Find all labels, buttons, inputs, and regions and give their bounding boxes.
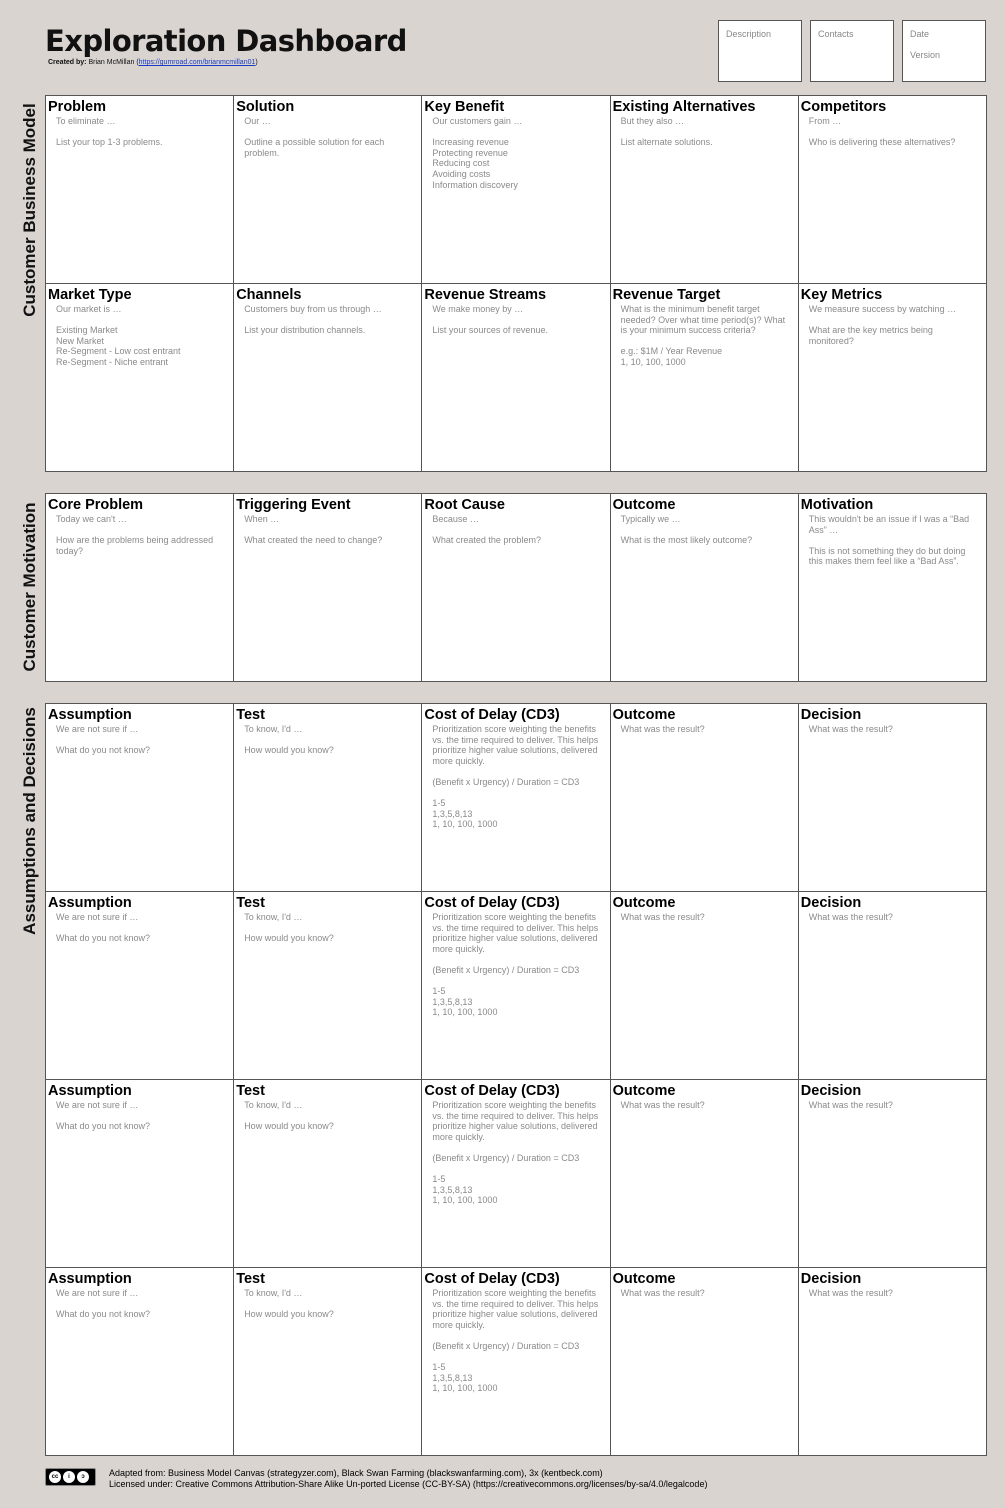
- canvas-cell-outcome[interactable]: [611, 892, 799, 1080]
- canvas-cell-key-benefit[interactable]: [422, 96, 610, 284]
- cell-hint-text: [244, 1111, 413, 1122]
- cell-title: Solution: [236, 99, 295, 115]
- credit-line: [48, 58, 258, 67]
- motivation-grid: [45, 493, 987, 682]
- cell-title: Outcome: [612, 1271, 676, 1287]
- canvas-cell-outcome[interactable]: [611, 1268, 799, 1456]
- cell-hint-text: Protecting revenue: [432, 147, 508, 158]
- cell-hint-text: This wouldn't be an issue if I was a “Bad Ass” …: [808, 514, 970, 535]
- cell-hint-text: What do you not know?: [56, 745, 151, 756]
- section-label-business-model: Customer Business Model: [20, 103, 39, 317]
- canvas-cell-market-type[interactable]: [46, 284, 234, 472]
- cell-hint-text: Our customers gain …: [432, 116, 523, 126]
- cell-hint-text: [244, 127, 413, 138]
- license-text: Licensed under: Creative Commons Attribution-Share Alike Un-ported License (CC-BY-SA) (https://creativecommons.org/licenses/by-sa/4.0/legalcode): [109, 1478, 708, 1489]
- cell-hint-text: What was the result?: [620, 1288, 705, 1298]
- cell-hint-text: 1-5: [432, 1174, 446, 1185]
- canvas-cell-cost-of-delay-cd3[interactable]: [422, 892, 610, 1080]
- canvas-cell-problem[interactable]: [46, 96, 234, 284]
- cell-hint-text: What created the need to change?: [244, 535, 383, 546]
- cell-hint-text: Reducing cost: [432, 158, 490, 169]
- cell-title: Existing Alternatives: [612, 99, 756, 115]
- cell-hint-text: [432, 1330, 601, 1341]
- cell-hint-text: [432, 1352, 601, 1363]
- credit-name: Brian McMillan (: [88, 59, 139, 66]
- date-version-box[interactable]: [902, 20, 986, 82]
- cell-title: Assumption: [48, 895, 132, 911]
- contacts-box[interactable]: [810, 20, 894, 82]
- cell-hint-text: (Benefit x Urgency) / Duration = CD3: [432, 1340, 580, 1351]
- canvas-cell-cost-of-delay-cd3[interactable]: [422, 704, 610, 892]
- cell-hint-text: [432, 127, 601, 138]
- cell-hint-text: List your distribution channels.: [244, 325, 366, 336]
- cell-hint-text: What was the result?: [808, 1100, 893, 1110]
- cell-hint-text: To know, I'd …: [244, 724, 303, 734]
- section-label-motivation: Customer Motivation: [20, 502, 39, 672]
- assumptions-grid: [45, 703, 987, 1456]
- cell-hint-text: [432, 788, 601, 799]
- contacts-label: Contacts: [818, 29, 854, 39]
- canvas-cell-outcome[interactable]: [611, 704, 799, 892]
- cell-hint-text: How would you know?: [244, 745, 334, 756]
- footer: [45, 1468, 707, 1489]
- cell-hint-text: [432, 1142, 601, 1153]
- credit-label: Created by:: [48, 59, 87, 66]
- cell-hint-text: We measure success by watching …: [808, 304, 957, 314]
- canvas-cell-test[interactable]: [234, 892, 422, 1080]
- cell-title: Cost of Delay (CD3): [424, 1271, 560, 1287]
- cell-hint-text: 1, 10, 100, 1000: [432, 1007, 498, 1018]
- cell-hint-text: [56, 735, 225, 746]
- cell-hint-text: Prioritization score weighting the benefits vs. the time required to deliver. This helps prioritize higher value solutions, delivered more quickly.: [432, 1288, 599, 1330]
- cell-hint-text: Re-Segment - Niche entrant: [56, 356, 169, 367]
- cell-hint-text: Re-Segment - Low cost entrant: [56, 346, 181, 357]
- cell-hint-text: Our market is …: [56, 304, 122, 314]
- cell-hint-text: [56, 1111, 225, 1122]
- canvas-cell-test[interactable]: [234, 1080, 422, 1268]
- cell-hint-text: Information discovery: [432, 179, 518, 190]
- canvas-cell-assumption[interactable]: [46, 892, 234, 1080]
- cell-hint-text: (Benefit x Urgency) / Duration = CD3: [432, 964, 580, 975]
- cell-hint-text: To know, I'd …: [244, 1100, 303, 1110]
- cell-hint-text: [432, 1164, 601, 1175]
- cell-hint-text: What do you not know?: [56, 1309, 151, 1320]
- cell-hint-text: List alternate solutions.: [620, 137, 713, 148]
- cell-hint-text: To know, I'd …: [244, 912, 303, 922]
- canvas-cell-assumption[interactable]: [46, 1268, 234, 1456]
- cell-title: Decision: [800, 707, 862, 723]
- cell-title: Core Problem: [48, 497, 144, 513]
- cell-hint-text: 1, 10, 100, 1000: [432, 1383, 498, 1394]
- cell-hint-text: What do you not know?: [56, 933, 151, 944]
- cell-hint-text: To know, I'd …: [244, 1288, 303, 1298]
- cell-hint-text: How would you know?: [244, 1309, 334, 1320]
- cell-hint-text: (Benefit x Urgency) / Duration = CD3: [432, 1152, 580, 1163]
- canvas-cell-channels[interactable]: [234, 284, 422, 472]
- cell-hint-text: List your sources of revenue.: [432, 325, 548, 336]
- cell-title: Decision: [800, 1083, 862, 1099]
- canvas-cell-decision[interactable]: [799, 892, 987, 1080]
- canvas-cell-core-problem[interactable]: [46, 494, 234, 682]
- cell-hint-text: We are not sure if …: [56, 724, 139, 734]
- cell-hint-text: What created the problem?: [432, 535, 541, 546]
- cell-hint-text: What was the result?: [808, 1288, 893, 1298]
- cell-hint-text: [432, 976, 601, 987]
- cell-hint-text: 1, 10, 100, 1000: [432, 1195, 498, 1206]
- cell-hint-text: What is the minimum benefit target needed? Over what time period(s)? What is your minimum success criteria?: [620, 304, 786, 336]
- cell-hint-text: But they also …: [620, 116, 685, 126]
- cell-title: Outcome: [612, 895, 676, 911]
- cell-hint-text: 1, 10, 100, 1000: [432, 819, 498, 830]
- canvas-cell-test[interactable]: [234, 704, 422, 892]
- cell-title: Root Cause: [424, 497, 505, 513]
- cell-hint-text: [432, 525, 601, 536]
- cell-hint-text: [56, 315, 225, 326]
- cell-hint-text: [244, 525, 413, 536]
- cell-hint-text: What is the most likely outcome?: [620, 535, 753, 546]
- canvas-cell-decision[interactable]: [799, 1268, 987, 1456]
- cell-hint-text: [809, 315, 978, 326]
- cell-hint-text: 1,3,5,8,13: [432, 996, 473, 1007]
- cell-title: Cost of Delay (CD3): [424, 1083, 560, 1099]
- cell-hint-text: 1-5: [432, 1362, 446, 1373]
- cell-title: Test: [236, 1083, 265, 1099]
- cell-title: Triggering Event: [236, 497, 351, 513]
- cell-hint-text: [244, 315, 413, 326]
- cell-hint-text: [809, 127, 978, 138]
- cell-hint-text: We make money by …: [432, 304, 524, 314]
- canvas-cell-decision[interactable]: [799, 1080, 987, 1268]
- description-label: Description: [726, 29, 772, 39]
- cell-hint-text: To eliminate …: [56, 116, 116, 126]
- adapted-from-text: Adapted from: Business Model Canvas (strategyzer.com), Black Swan Farming (blackswanfarming.com), 3x (kentbeck.com): [109, 1468, 603, 1478]
- cell-hint-text: Avoiding costs: [432, 168, 491, 179]
- description-box[interactable]: [718, 20, 802, 82]
- business-model-grid: [45, 95, 987, 472]
- canvas-cell-cost-of-delay-cd3[interactable]: [422, 1268, 610, 1456]
- credit-link[interactable]: https://gumroad.com/brianmcmillan01: [138, 59, 256, 66]
- cell-hint-text: What was the result?: [808, 724, 893, 734]
- cell-hint-text: (Benefit x Urgency) / Duration = CD3: [432, 776, 580, 787]
- cell-hint-text: 1,3,5,8,13: [432, 1184, 473, 1195]
- cell-hint-text: We are not sure if …: [56, 1100, 139, 1110]
- canvas-cell-test[interactable]: [234, 1268, 422, 1456]
- cell-hint-text: Typically we …: [620, 514, 681, 524]
- cc-by-sa-license-icon: [45, 1468, 96, 1486]
- cell-hint-text: What are the key metrics being monitored?: [808, 325, 933, 346]
- by-glyph: i: [63, 1471, 75, 1483]
- canvas-cell-revenue-target[interactable]: [611, 284, 799, 472]
- cell-title: Problem: [48, 99, 107, 115]
- cell-hint-text: New Market: [56, 335, 105, 346]
- canvas-cell-cost-of-delay-cd3[interactable]: [422, 1080, 610, 1268]
- section-label-assumptions: Assumptions and Decisions: [20, 707, 39, 935]
- cell-hint-text: Prioritization score weighting the benefits vs. the time required to deliver. This helps prioritize higher value solutions, delivered more quickly.: [432, 912, 599, 954]
- cell-hint-text: Who is delivering these alternatives?: [808, 137, 956, 148]
- canvas-cell-triggering-event[interactable]: [234, 494, 422, 682]
- cell-hint-text: [432, 315, 601, 326]
- cell-title: Market Type: [48, 287, 132, 303]
- version-label: Version: [910, 50, 941, 60]
- cell-title: Outcome: [612, 1083, 676, 1099]
- cell-hint-text: [56, 1299, 225, 1310]
- cell-hint-text: Outline a possible solution for each problem.: [244, 137, 385, 158]
- cell-hint-text: This is not something they do but doing this makes them feel like a “Bad Ass”.: [808, 545, 966, 567]
- cell-hint-text: [244, 923, 413, 934]
- canvas-cell-solution[interactable]: [234, 96, 422, 284]
- canvas-cell-competitors[interactable]: [799, 96, 987, 284]
- cell-title: Outcome: [612, 497, 676, 513]
- cell-hint-text: What was the result?: [620, 912, 705, 922]
- cell-hint-text: We are not sure if …: [56, 912, 139, 922]
- cell-hint-text: How are the problems being addressed today?: [56, 535, 214, 556]
- canvas-cell-existing-alternatives[interactable]: [611, 96, 799, 284]
- cell-title: Motivation: [800, 497, 874, 513]
- sa-glyph: ↄ: [77, 1471, 89, 1483]
- date-label: Date: [910, 29, 930, 39]
- canvas-cell-assumption[interactable]: [46, 1080, 234, 1268]
- cell-hint-text: Increasing revenue: [432, 137, 509, 148]
- cell-hint-text: Prioritization score weighting the benefits vs. the time required to deliver. This helps prioritize higher value solutions, delivered more quickly.: [432, 1100, 599, 1142]
- cell-hint-text: [244, 735, 413, 746]
- cell-hint-text: [56, 923, 225, 934]
- cell-hint-text: When …: [244, 514, 280, 524]
- credit-close: ): [255, 59, 258, 66]
- cell-hint-text: [809, 535, 978, 546]
- cell-hint-text: From …: [808, 116, 842, 126]
- cell-title: Decision: [800, 895, 862, 911]
- cell-title: Cost of Delay (CD3): [424, 707, 560, 723]
- cell-title: Decision: [800, 1271, 862, 1287]
- cell-title: Competitors: [800, 99, 887, 115]
- cell-title: Assumption: [48, 707, 132, 723]
- canvas-cell-outcome[interactable]: [611, 494, 799, 682]
- cell-hint-text: e.g.: $1M / Year Revenue: [620, 346, 723, 357]
- cell-hint-text: 1-5: [432, 798, 446, 809]
- cell-hint-text: How would you know?: [244, 933, 334, 944]
- cell-hint-text: [621, 336, 790, 347]
- cell-title: Revenue Streams: [424, 287, 547, 303]
- cell-title: Outcome: [612, 707, 676, 723]
- cell-hint-text: Customers buy from us through …: [244, 304, 382, 314]
- cell-hint-text: How would you know?: [244, 1121, 334, 1132]
- cell-hint-text: [432, 954, 601, 965]
- cell-title: Channels: [236, 287, 302, 303]
- cell-hint-text: [56, 525, 225, 536]
- cell-title: Test: [236, 895, 265, 911]
- cell-hint-text: [432, 766, 601, 777]
- cell-hint-text: 1,3,5,8,13: [432, 808, 473, 819]
- canvas-cell-key-metrics[interactable]: [799, 284, 987, 472]
- cell-hint-text: [244, 1299, 413, 1310]
- cell-title: Revenue Target: [612, 287, 721, 303]
- cell-title: Cost of Delay (CD3): [424, 895, 560, 911]
- cell-hint-text: What was the result?: [620, 724, 705, 734]
- cell-title: Key Benefit: [424, 99, 505, 115]
- canvas-cell-root-cause[interactable]: [422, 494, 610, 682]
- cell-hint-text: Today we can't …: [56, 514, 127, 524]
- canvas-cell-decision[interactable]: [799, 704, 987, 892]
- canvas-cell-revenue-streams[interactable]: [422, 284, 610, 472]
- canvas-cell-assumption[interactable]: [46, 704, 234, 892]
- page-title: Exploration Dashboard: [45, 24, 407, 58]
- cell-hint-text: What do you not know?: [56, 1121, 151, 1132]
- cell-hint-text: 1, 10, 100, 1000: [620, 356, 686, 367]
- cell-hint-text: What was the result?: [620, 1100, 705, 1110]
- cell-hint-text: What was the result?: [808, 912, 893, 922]
- cell-hint-text: We are not sure if …: [56, 1288, 139, 1298]
- cc-glyph: cc: [49, 1471, 61, 1483]
- canvas-cell-outcome[interactable]: [611, 1080, 799, 1268]
- cell-title: Test: [236, 707, 265, 723]
- cell-hint-text: Our …: [244, 116, 271, 126]
- cell-title: Assumption: [48, 1083, 132, 1099]
- cell-hint-text: Existing Market: [56, 325, 118, 336]
- cell-hint-text: 1-5: [432, 986, 446, 997]
- cell-hint-text: Because …: [432, 514, 479, 524]
- canvas-cell-motivation[interactable]: [799, 494, 987, 682]
- cell-hint-text: [621, 525, 790, 536]
- cell-title: Test: [236, 1271, 265, 1287]
- cell-title: Key Metrics: [800, 287, 883, 303]
- cell-title: Assumption: [48, 1271, 132, 1287]
- cell-hint-text: [56, 127, 225, 138]
- cell-hint-text: List your top 1-3 problems.: [56, 137, 163, 148]
- cell-hint-text: Prioritization score weighting the benefits vs. the time required to deliver. This helps prioritize higher value solutions, delivered more quickly.: [432, 724, 599, 766]
- cell-hint-text: 1,3,5,8,13: [432, 1372, 473, 1383]
- cell-hint-text: [621, 127, 790, 138]
